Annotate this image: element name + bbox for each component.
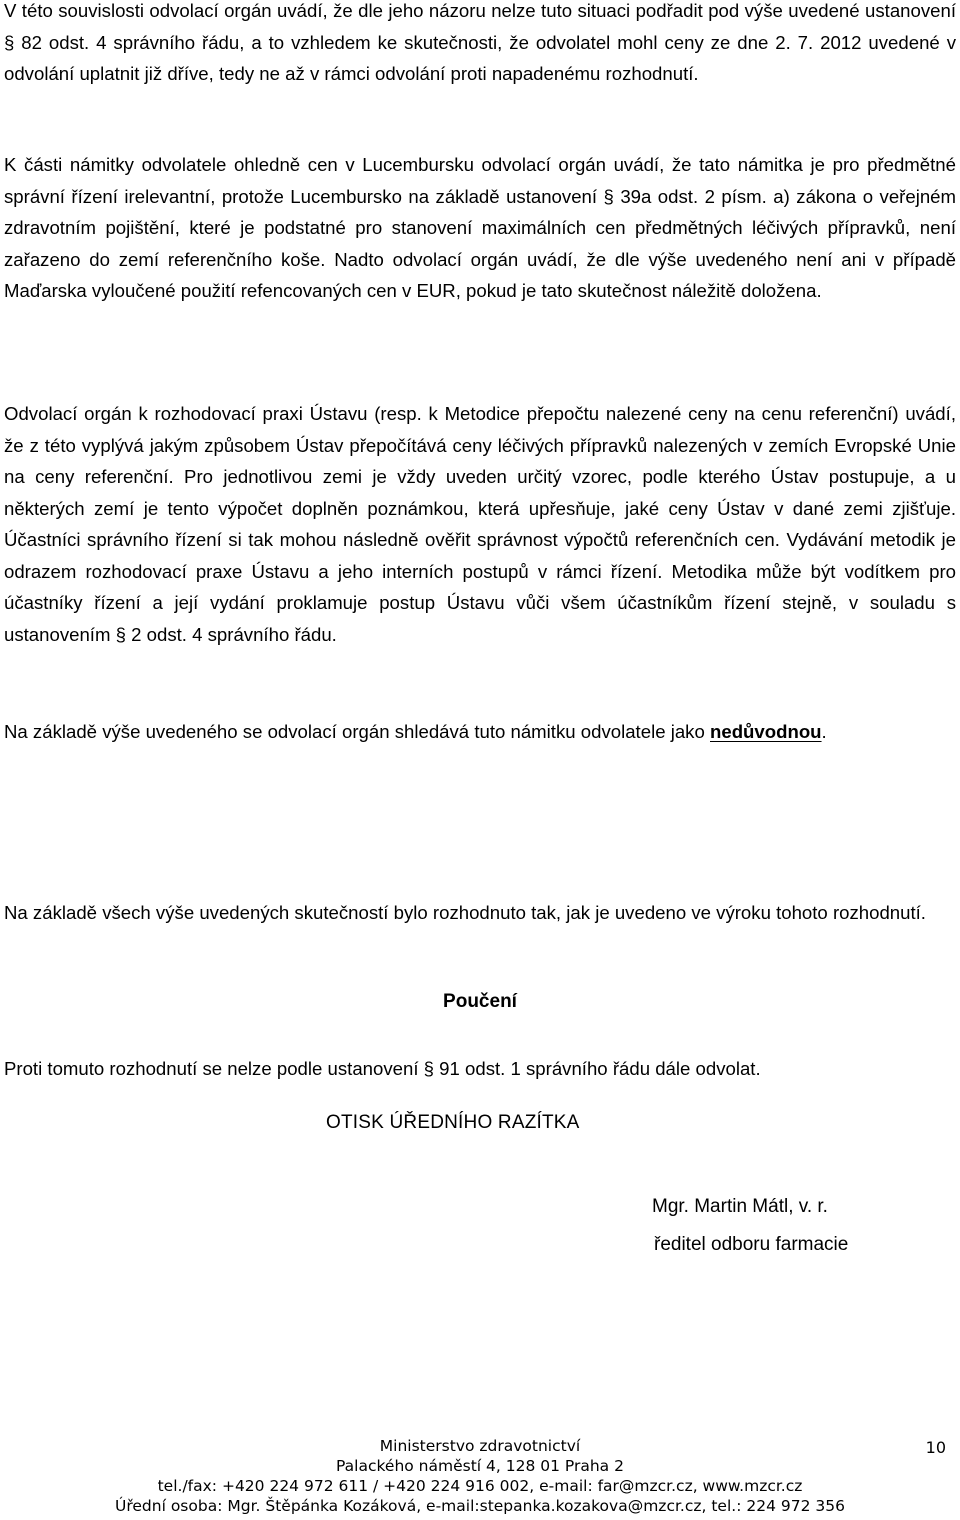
paragraph-5: Na základě všech výše uvedených skutečností bylo rozhodnuto tak, jak je uvedeno ve výroku tohoto rozhodnutí. — [4, 902, 926, 923]
signature-title: ředitel odboru farmacie — [654, 1234, 849, 1255]
stamp-placeholder: OTISK ÚŘEDNÍHO RAZÍTKA — [326, 1112, 580, 1133]
paragraph-4 — [4, 716, 956, 748]
paragraph-6: Proti tomuto rozhodnutí se nelze podle ustanovení § 91 odst. 1 správního řádu dále odvolat. — [4, 1058, 761, 1079]
paragraph-4-emphasis: nedůvodnou — [710, 721, 822, 742]
paragraph-3: Odvolací orgán k rozhodovací praxi Ústavu (resp. k Metodice přepočtu nalezené ceny na cenu referenční) uvádí, že z této vyplývá jakým způsobem Ústav přepočítává ceny léčivých přípravků nalezených v zemích Evropské Unie na ceny referenční. Pro jednotlivou zemi je vždy uveden určitý vzorec, podle kterého Ústav postupuje, a u některých zemí je tento výpočet doplněn poznámkou, která upřesňuje, jaké ceny Ústav v dané zemi zjišťuje. Účastníci správního řízení si tak mohou následně ověřit správnost výpočtů referenčních cen. Vydávání metodik je odrazem rozhodovací praxe Ústavu a jeho interních postupů v rámci řízení. Metodika může být vodítkem pro účastníky řízení a její vydání proklamuje postup Ústavu vůči všem účastníkům řízení stejně, v souladu s ustanovením § 2 odst. 4 správního řádu. — [4, 403, 956, 645]
footer-official: Úřední osoba: Mgr. Štěpánka Kozáková, e-mail:stepanka.kozakova@mzcr.cz, tel.: 224 972 356 — [115, 1497, 845, 1515]
paragraph-4-end: . — [821, 721, 827, 742]
footer-contact: tel./fax: +420 224 972 611 / +420 224 916 002, e-mail: far@mzcr.cz, www.mzcr.cz — [157, 1477, 803, 1495]
page-number: 10 — [925, 1438, 946, 1457]
paragraph-1: V této souvislosti odvolací orgán uvádí, že dle jeho názoru nelze tuto situaci podřadit pod výše uvedené ustanovení § 82 odst. 4 správního řádu, a to vzhledem ke skutečnosti, že odvolatel mohl ceny ze dne 2. 7. 2012 uvedené v odvolání uplatnit již dříve, tedy ne až v rámci odvolání proti napadenému rozhodnutí. — [4, 0, 956, 84]
paragraph-4-text: Na základě výše uvedeného se odvolací orgán shledává tuto námitku odvolatele jako — [4, 721, 705, 742]
footer-address: Palackého náměstí 4, 128 01 Praha 2 — [336, 1457, 624, 1475]
paragraph-2: K části námitky odvolatele ohledně cen v Lucembursku odvolací orgán uvádí, že tato námitka je pro předmětné správní řízení irelevantní, protože Lucembursko na základě ustanovení § 39a odst. 2 písm. a) zákona o veřejném zdravotním pojištění, které je podstatné pro stanovení maximálních cen předmětných léčivých přípravků, není zařazeno do zemí referenčního koše. Nadto odvolací orgán uvádí, že dle výše uvedeného není ani v případě Maďarska vyloučené použití refencovaných cen v EUR, pokud je tato skutečnost náležitě doložena. — [4, 154, 956, 301]
page-footer — [0, 1436, 960, 1516]
signature-name: Mgr. Martin Mátl, v. r. — [652, 1196, 828, 1217]
footer-ministry: Ministerstvo zdravotnictví — [379, 1437, 581, 1455]
section-heading-poucheni: Poučení — [443, 991, 517, 1012]
